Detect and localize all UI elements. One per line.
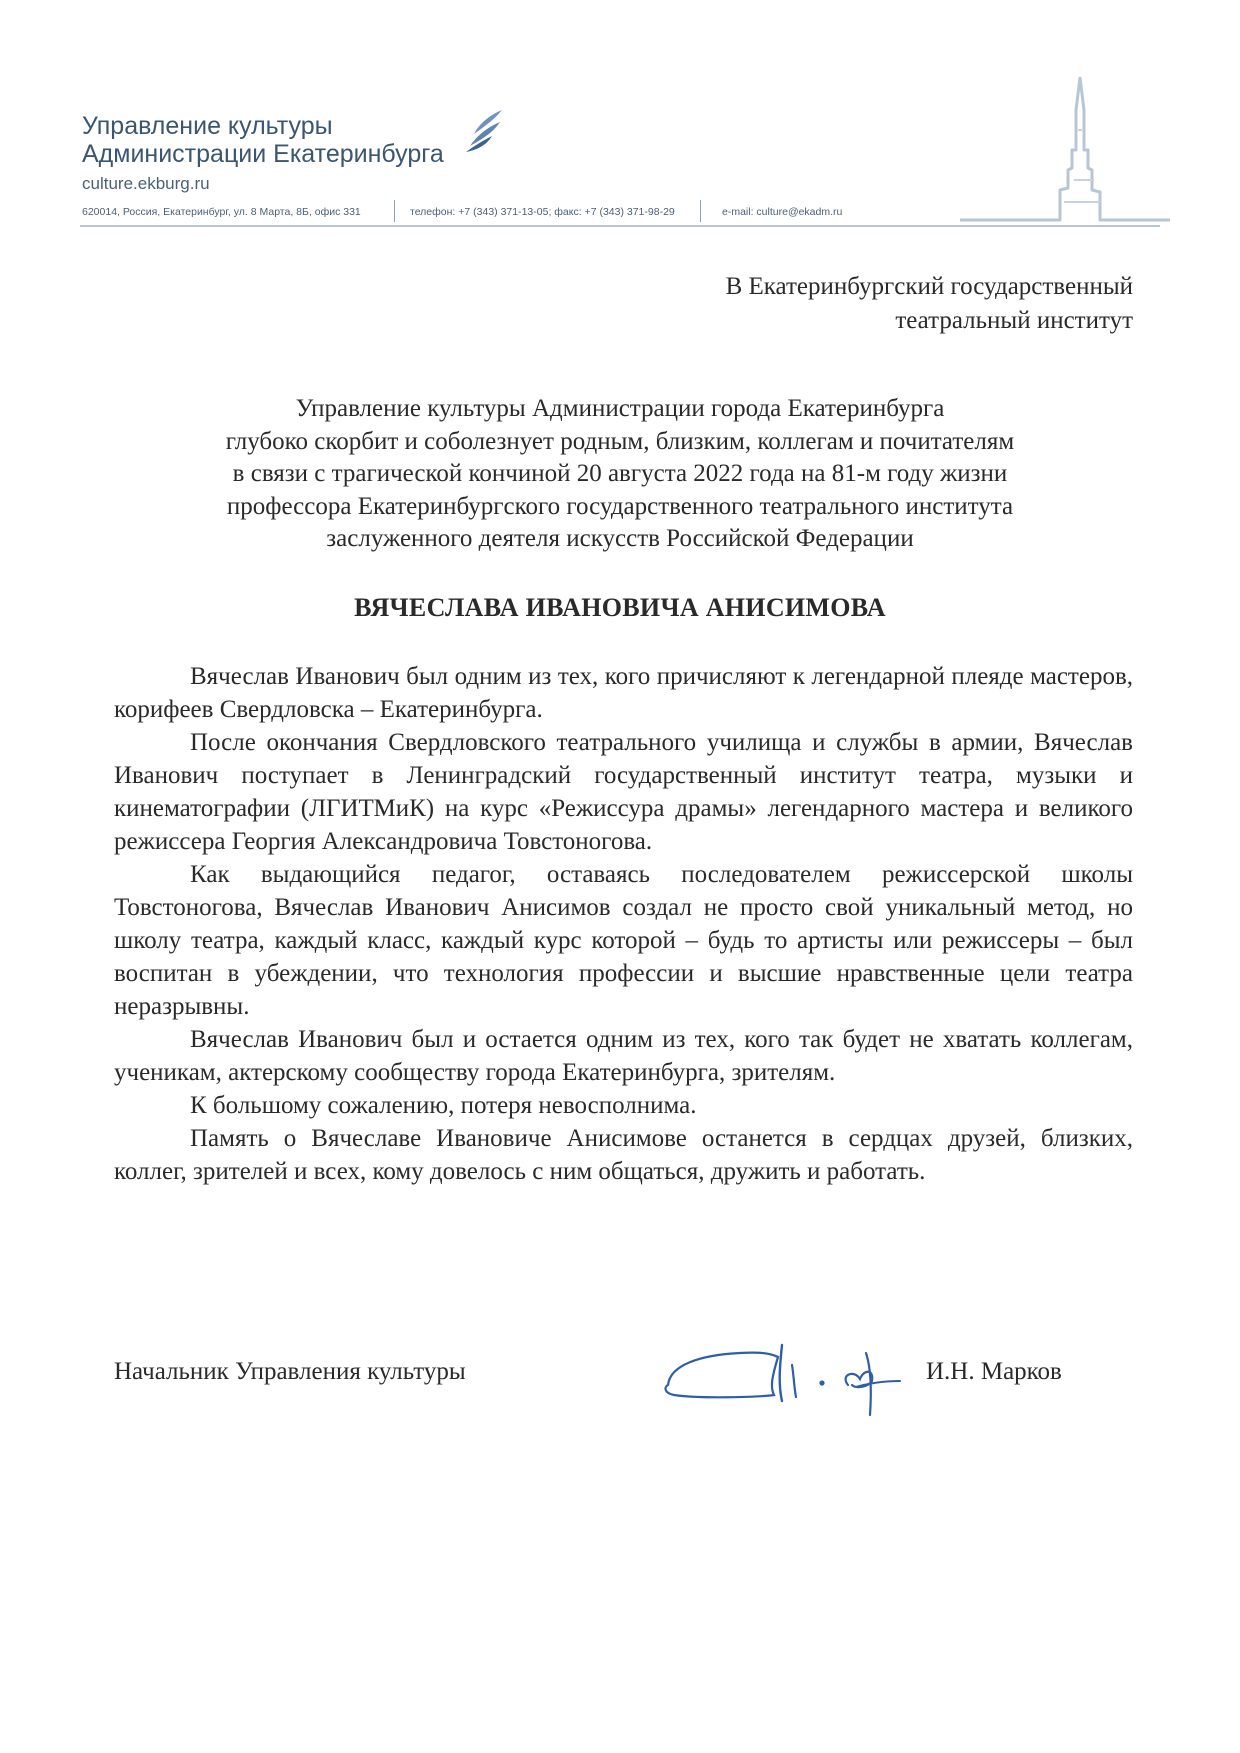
body-paragraph: Вячеслав Иванович был одним из тех, кого причисляют к легендарной плеяде мастеров, корифеев Свердловска – Екатеринбурга. <box>114 663 1133 723</box>
organization-name-line1: Управление культуры <box>82 112 333 140</box>
contacts-divider <box>394 200 395 222</box>
organization-name <box>82 112 444 168</box>
contacts-divider <box>700 200 701 222</box>
city-skyline-icon <box>960 70 1170 230</box>
signatory-name: И.Н. Марков <box>926 1358 1062 1385</box>
letter-body <box>114 660 1133 1188</box>
organization-name-line2: Администрации Екатеринбурга <box>82 140 444 168</box>
postal-address: 620014, Россия, Екатеринбург, ул. 8 Марта, 8Б, офис 331 <box>82 206 361 218</box>
body-paragraph: Память о Вячеславе Ивановиче Анисимове останется в сердцах друзей, близких, коллег, зрителей и всех, кому довелось с ним общаться, дружить и работать. <box>114 1125 1133 1185</box>
body-paragraph: Вячеслав Иванович был и остается одним из тех, кого так будет не хватать коллегам, ученикам, актерскому сообществу города Екатеринбурга, зрителям. <box>114 1026 1133 1086</box>
condolence-intro <box>100 393 1140 556</box>
email-link[interactable]: e-mail: culture@ekadm.ru <box>722 206 843 218</box>
body-paragraph: После окончания Свердловского театрального училища и службы в армии, Вячеслав Иванович поступает в Ленинградский государственный институт театра, музыки и кинематографии (ЛГИТМиК) на курс «Режиссура драмы» легендарного мастера и великого режиссера Георгия Александровича Товстоногова. <box>114 729 1133 855</box>
intro-line: Управление культуры Администрации города Екатеринбурга <box>295 395 945 422</box>
handwritten-signature-icon <box>660 1325 930 1420</box>
intro-line: глубоко скорбит и соболезнует родным, близким, коллегам и почитателям <box>225 427 1015 455</box>
phone-fax: телефон: +7 (343) 371-13-05; факс: +7 (343) 371-98-29 <box>410 206 675 218</box>
body-paragraph: К большому сожалению, потеря невосполнима. <box>190 1092 697 1119</box>
addressee <box>726 270 1133 338</box>
intro-line: профессора Екатеринбургского государственного театрального института <box>226 492 1014 520</box>
deceased-name-heading: ВЯЧЕСЛАВА ИВАНОВИЧА АНИСИМОВА <box>354 593 886 622</box>
addressee-line2: театральный институт <box>895 307 1133 334</box>
signatory-title: Начальник Управления культуры <box>114 1358 466 1385</box>
leaf-logo-icon <box>462 108 504 154</box>
intro-line: в связи с трагической кончиной 20 августа 2022 года на 81-м году жизни <box>232 460 1008 487</box>
body-paragraph: Как выдающийся педагог, оставаясь последователем режиссерской школы Товстоногова, Вячеслав Иванович Анисимов создал не просто свой уникальный метод, но школу театра, каждый класс, каждый курс которой – будь то артисты или режиссеры – был воспитан в убеждении, что технология профессии и высшие нравственные цели театра неразрывны. <box>114 861 1133 1020</box>
website-link[interactable]: culture.ekburg.ru <box>82 174 210 193</box>
addressee-line1: В Екатеринбургский государственный <box>725 273 1133 300</box>
letterhead <box>0 0 1240 240</box>
intro-line: заслуженного деятеля искусств Российской Федерации <box>326 525 914 552</box>
